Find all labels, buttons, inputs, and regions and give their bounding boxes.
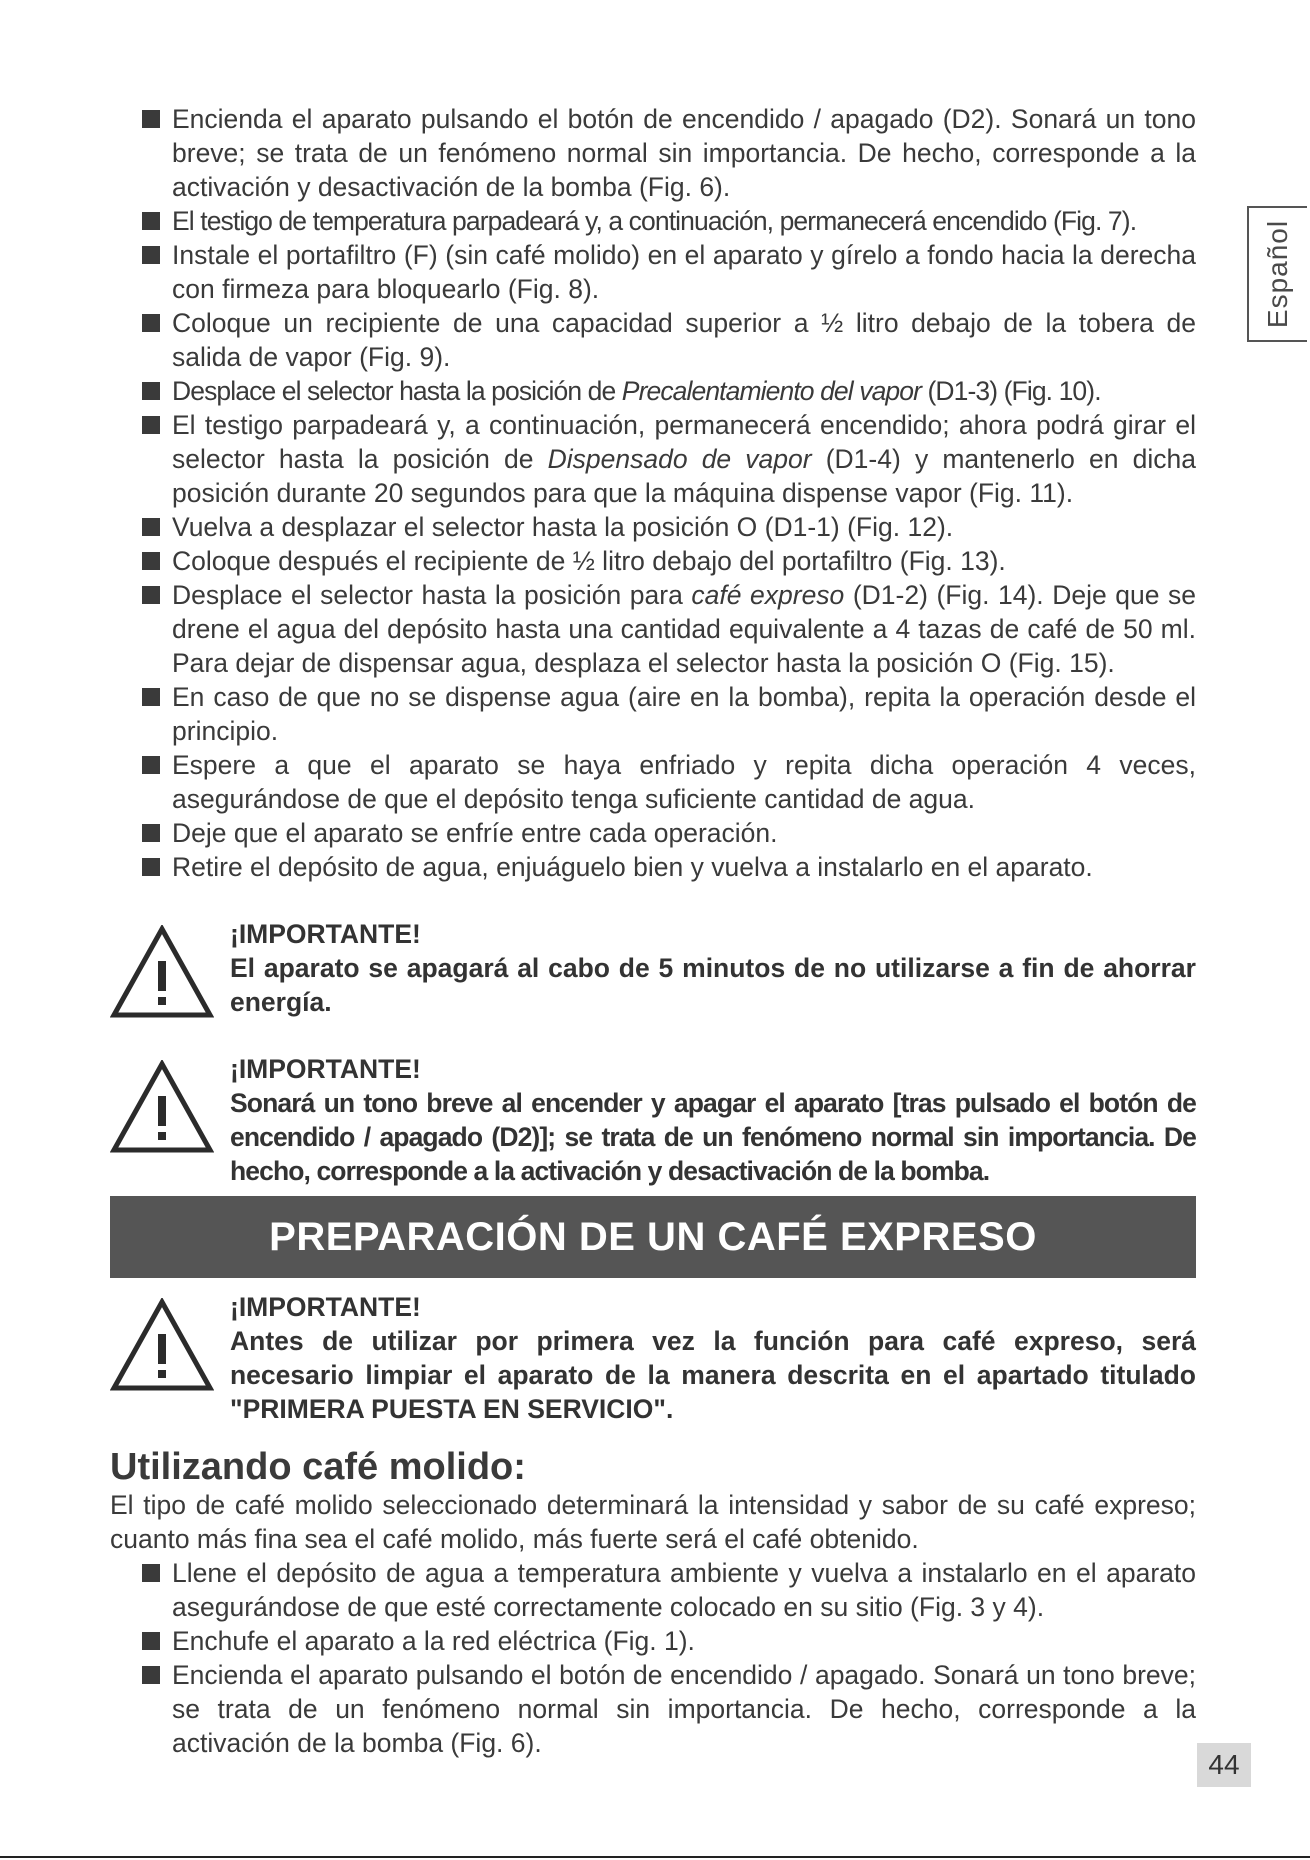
- bullet-square-icon: [142, 314, 160, 332]
- warning-text: El aparato se apagará al cabo de 5 minutos de no utilizarse a fin de ahorrar energía.: [230, 953, 1196, 1017]
- list-item-text: Desplace el selector hasta la posición para: [172, 580, 692, 610]
- list-item-text: Espere a que el aparato se haya enfriado y repita dicha operación 4 veces, asegurándose de que el depósito tenga suficiente cantidad de agua.: [172, 750, 1196, 814]
- warning-title: ¡IMPORTANTE!: [230, 919, 421, 949]
- warning-text: Antes de utilizar por primera vez la función para café expreso, será necesario limpiar el aparato de la manera descrita en el apartado titulado "PRIMERA PUESTA EN SERVICIO".: [230, 1326, 1196, 1424]
- list-item-text: Encienda el aparato pulsando el botón de encendido / apagado. Sonará un tono breve; se trata de un fenómeno normal sin importancia. De hecho, corresponde a la activación de la bomba (Fig. 6).: [172, 1660, 1196, 1758]
- list-item-text: Enchufe el aparato a la red eléctrica (Fig. 1).: [172, 1626, 695, 1656]
- bullet-square-icon: [142, 858, 160, 876]
- warning-title: ¡IMPORTANTE!: [230, 1292, 421, 1322]
- list-item: [110, 680, 1196, 748]
- page-number: 44: [1197, 1743, 1251, 1787]
- list-item-text: Llene el depósito de agua a temperatura ambiente y vuelva a instalarlo en el aparato asegurándose de que esté correctamente colocado en su sitio (Fig. 3 y 4).: [172, 1558, 1196, 1622]
- list-item-text: El testigo de temperatura parpadeará y, a continuación, permanecerá encendido (Fig. 7).: [172, 206, 1137, 236]
- section-title: PREPARACIÓN DE UN CAFÉ EXPRESO: [269, 1214, 1037, 1259]
- warning-auto-off: [110, 917, 1196, 1019]
- intro-paragraph: El tipo de café molido seleccionado determinará la intensidad y sabor de su café expreso; cuanto más fina sea el café molido, más fuerte será el café obtenido.: [110, 1490, 1196, 1554]
- bullet-square-icon: [142, 688, 160, 706]
- list-item-text: Retire el depósito de agua, enjuáguelo bien y vuelva a instalarlo en el aparato.: [172, 852, 1093, 882]
- list-item-text: Desplace el selector hasta la posición de: [172, 376, 622, 406]
- bullet-square-icon: [142, 110, 160, 128]
- warning-beep: [110, 1052, 1196, 1188]
- bullet-list-top: [110, 102, 1196, 884]
- language-tab: [1247, 206, 1307, 342]
- emphasis-text: Dispensado de vapor: [547, 444, 812, 474]
- bullet-square-icon: [142, 212, 160, 230]
- subheading: Utilizando café molido:: [110, 1446, 526, 1488]
- list-item-text: Encienda el aparato pulsando el botón de encendido / apagado (D2). Sonará un tono breve; se trata de un fenómeno normal sin importancia. De hecho, corresponde a la activación y desactivación de la bomba (Fig. 6).: [172, 104, 1196, 202]
- list-item: [110, 850, 1196, 884]
- list-item-text: En caso de que no se dispense agua (aire en la bomba), repita la operación desde el principio.: [172, 682, 1196, 746]
- list-item-text: El testigo parpadeará y, a continuación, permanecerá encendido; ahora podrá girar el selector hasta la posición de: [172, 410, 1196, 474]
- warning-first-use: [110, 1290, 1196, 1426]
- list-item-text: Instale el portafiltro (F) (sin café molido) en el aparato y gírelo a fondo hacia la derecha con firmeza para bloquearlo (Fig. 8).: [172, 240, 1196, 304]
- list-item: [110, 748, 1196, 816]
- list-item-text: (D1-3) (Fig. 10).: [921, 376, 1101, 406]
- list-item-text: Deje que el aparato se enfríe entre cada operación.: [172, 818, 778, 848]
- list-item: [110, 1556, 1196, 1624]
- list-item: [110, 578, 1196, 680]
- list-item: [110, 1624, 1196, 1658]
- page-content: [110, 102, 1196, 1760]
- list-item-text: Coloque después el recipiente de ½ litro debajo del portafiltro (Fig. 13).: [172, 546, 1006, 576]
- list-item: [110, 238, 1196, 306]
- bullet-square-icon: [142, 1632, 160, 1650]
- list-item: [110, 374, 1196, 408]
- list-item: [110, 408, 1196, 510]
- bullet-square-icon: [142, 824, 160, 842]
- emphasis-text: Precalentamiento del vapor: [621, 376, 922, 406]
- bullet-square-icon: [142, 756, 160, 774]
- list-item-text: (D1-4) y mantenerlo en dicha posición durante 20 segundos para que la máquina dispense vapor (Fig. 11).: [172, 444, 1196, 508]
- list-item: [110, 544, 1196, 578]
- bottom-rule: [0, 1856, 1310, 1858]
- list-item-text: Coloque un recipiente de una capacidad superior a ½ litro debajo de la tobera de salida de vapor (Fig. 9).: [172, 308, 1196, 372]
- bullet-square-icon: [142, 246, 160, 264]
- section-banner: [110, 1196, 1196, 1278]
- list-item: [110, 102, 1196, 204]
- warning-triangle-icon: [110, 925, 214, 1019]
- warning-triangle-icon: [110, 1298, 214, 1392]
- list-item: [110, 204, 1196, 238]
- bullet-list-bottom: [110, 1556, 1196, 1760]
- list-item: [110, 1658, 1196, 1760]
- list-item-text: (D1-2) (Fig. 14). Deje que se drene el agua del depósito hasta una cantidad equivalente a 4 tazas de café de 50 ml. Para dejar de dispensar agua, desplaza el selector hasta la posición O (Fig. 15).: [172, 580, 1196, 678]
- emphasis-text: café expreso: [691, 580, 845, 610]
- bullet-square-icon: [142, 586, 160, 604]
- bullet-square-icon: [142, 1564, 160, 1582]
- language-tab-label: Español: [1262, 219, 1293, 329]
- warning-triangle-icon: [110, 1060, 214, 1154]
- warning-title: ¡IMPORTANTE!: [230, 1054, 421, 1084]
- list-item: [110, 510, 1196, 544]
- list-item: [110, 306, 1196, 374]
- list-item: [110, 816, 1196, 850]
- warning-text: Sonará un tono breve al encender y apagar el aparato [tras pulsado el botón de encendido / apagado (D2)]; se trata de un fenómeno normal sin importancia. De hecho, corresponde a la activación y desactivación de la bomba.: [230, 1088, 1196, 1186]
- bullet-square-icon: [142, 1666, 160, 1684]
- list-item-text: Vuelva a desplazar el selector hasta la posición O (D1-1) (Fig. 12).: [172, 512, 954, 542]
- bullet-square-icon: [142, 552, 160, 570]
- bullet-square-icon: [142, 382, 160, 400]
- bullet-square-icon: [142, 518, 160, 536]
- bullet-square-icon: [142, 416, 160, 434]
